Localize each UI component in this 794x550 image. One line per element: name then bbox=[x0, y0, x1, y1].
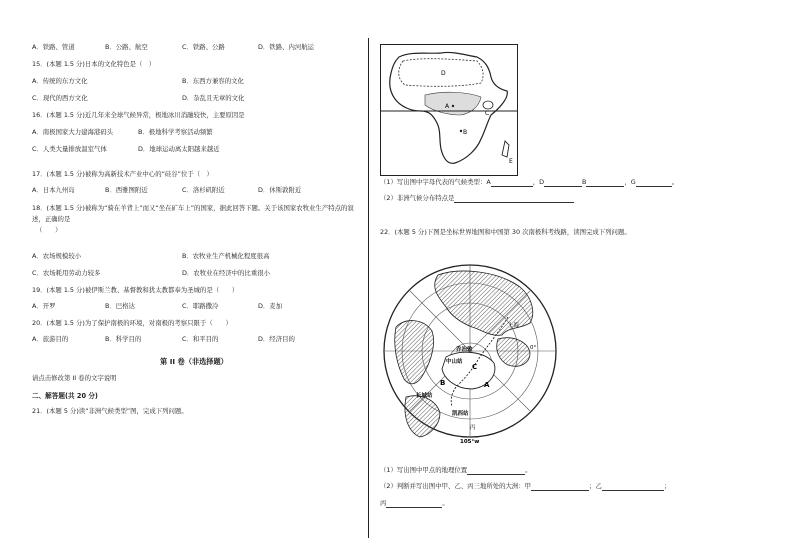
q21-part2 bbox=[380, 194, 574, 203]
q14-option-d: D．铁路、内河航运 bbox=[258, 43, 315, 51]
label-casey-station: 凯西站 bbox=[452, 411, 469, 417]
q22-part1-end: 。 bbox=[525, 466, 532, 474]
madagascar-island bbox=[502, 141, 509, 157]
q21-part1-d: ，D bbox=[532, 178, 544, 186]
q18-stem-b: 羊背上”而又“坐在矿车上”的国家，据此回答下题。关于该国家农牧业生产特点的叙述，正确的是 bbox=[32, 204, 354, 223]
blank-g[interactable] bbox=[636, 179, 672, 187]
q21-part1-end: 。 bbox=[671, 178, 679, 186]
q16-stem: 16．(本题 1.5 分)近几年来全球气候异常，极地冰川消融较快，主要原因是 bbox=[32, 111, 245, 119]
map-label-a: A bbox=[445, 103, 450, 110]
africa-map-svg bbox=[381, 45, 517, 175]
q16-option-a: A．南极国家大力建海港码头 bbox=[32, 128, 114, 136]
q15-option-d: D．杂乱且无章的文化 bbox=[182, 94, 245, 102]
q20-option-a: A．旅游目的 bbox=[32, 335, 69, 343]
label-great-wall-station: 长城站 bbox=[416, 393, 433, 399]
q15-stem: 15．(本题 1.5 分)日本的文化特色是（ ） bbox=[32, 60, 156, 68]
q17-option-c: C．洛杉矶附近 bbox=[182, 186, 225, 194]
map-point-b bbox=[460, 130, 462, 132]
q18-option-b: B．农牧业生产机械化程度很高 bbox=[182, 252, 270, 260]
label-b: B bbox=[440, 379, 446, 387]
q17-stem: 17．(本题 1.5 分)被称为高新技术产业中心的“硅谷”位于（ ） bbox=[32, 170, 213, 178]
blank-b[interactable] bbox=[586, 179, 624, 187]
q17-option-a: A．日本九州岛 bbox=[32, 186, 75, 194]
q15-option-c: C．现代的西方文化 bbox=[32, 94, 88, 102]
q19-option-d: D．麦加 bbox=[258, 302, 283, 310]
polar-map-svg bbox=[380, 247, 560, 455]
q18-option-a: A．农场规模较小 bbox=[32, 252, 82, 260]
q18-stem-text bbox=[32, 203, 362, 225]
label-0-degree: 0° bbox=[530, 345, 537, 351]
q22-part1 bbox=[380, 466, 532, 475]
q16-option-b: B．极地科学考察活动频繁 bbox=[138, 128, 213, 136]
q14-option-a: A．铁路、管道 bbox=[32, 43, 75, 51]
q22-part2 bbox=[380, 482, 670, 491]
q14-option-b: B．公路、航空 bbox=[105, 43, 148, 51]
q18-option-c: C．农场耗用劳动力较多 bbox=[32, 269, 101, 277]
polar-world-map bbox=[380, 247, 560, 455]
q17-option-b: B．西雅图附近 bbox=[105, 186, 148, 194]
blank-location[interactable] bbox=[467, 467, 525, 475]
section-note: 请点击修改第 II 卷的文字说明 bbox=[32, 374, 117, 382]
label-c: C bbox=[472, 363, 478, 371]
label-a: A bbox=[484, 381, 490, 389]
q18-stem bbox=[32, 203, 362, 236]
label-zhongshan-station: 中山站 bbox=[446, 359, 463, 365]
q19-option-a: A．开罗 bbox=[32, 302, 56, 310]
q15-option-b: B．东西方兼容的文化 bbox=[182, 77, 244, 85]
q22-part2-yi: ；乙 bbox=[589, 482, 602, 490]
q18-option-d: D．农牧业在经济中的比重很小 bbox=[182, 269, 270, 277]
q22-part2-text: （2）判断并写出图中甲、乙、丙三地所处的大洲：甲 bbox=[380, 482, 532, 490]
label-shanghai: 上海 bbox=[508, 323, 520, 329]
label-105w: 105°w bbox=[460, 439, 480, 445]
q22-stem: 22．(本题 5 分)下图是坐标世界地图和中国第 30 次南极科考线路，读图完成下列问题。 bbox=[380, 228, 631, 236]
q15-option-a: A．传统的东方文化 bbox=[32, 77, 88, 85]
map-label-d: D bbox=[441, 70, 446, 77]
q20-option-b: B．科学目的 bbox=[105, 335, 142, 343]
blank-bing[interactable] bbox=[386, 500, 442, 508]
q18-stem-bracket: （ ） bbox=[36, 226, 62, 234]
column-divider bbox=[368, 38, 369, 538]
map-label-b: B bbox=[463, 129, 468, 136]
q22-part3-text: 丙 bbox=[380, 499, 387, 507]
q21-part1-text: （1）写出图中字母代表的气候类型：A bbox=[380, 178, 491, 186]
blank-yi[interactable] bbox=[602, 483, 664, 491]
blank-a[interactable] bbox=[491, 179, 533, 187]
q16-option-d: D．地球运动离太阳越来越近 bbox=[138, 145, 220, 153]
label-bing: 丙 bbox=[470, 425, 476, 431]
q19-option-c: C．耶路撒冷 bbox=[182, 302, 219, 310]
q21-part1 bbox=[380, 178, 678, 187]
q20-option-c: C．和平目的 bbox=[182, 335, 219, 343]
map-label-c: C bbox=[485, 110, 490, 117]
map-label-e: E bbox=[509, 158, 513, 165]
africa-climate-map bbox=[380, 44, 518, 176]
label-georgetown: 乔治敦 bbox=[456, 347, 473, 353]
q22-part2-sep: ； bbox=[663, 482, 671, 490]
q21-part1-g: ，G bbox=[624, 178, 636, 186]
q22-part3-end: 。 bbox=[442, 499, 449, 507]
blank-distribution[interactable] bbox=[454, 195, 574, 203]
q18-stem-a: 18．(本题 1.5 分)被称为“骑在 bbox=[32, 204, 121, 212]
q21-stem: 21．(本题 5 分)读“非洲气候类型”图，完成下列问题。 bbox=[32, 407, 188, 415]
q17-option-d: D．休斯敦附近 bbox=[258, 186, 302, 194]
section-title: 第 II 卷（非选择题） bbox=[160, 357, 228, 366]
q21-part2-text: （2）非洲气候分布特点是 bbox=[380, 194, 455, 202]
q20-option-d: D．经济目的 bbox=[258, 335, 295, 343]
q22-part1-text: （1）写出图中甲点的地理位置 bbox=[380, 466, 468, 474]
q19-stem: 19．(本题 1.5 分)被伊斯兰教、基督教和犹太教都奉为圣城的是（ ） bbox=[32, 286, 239, 294]
map-point-a bbox=[452, 105, 454, 107]
blank-jia[interactable] bbox=[531, 483, 589, 491]
q16-option-c: C．人类大量排放温室气体 bbox=[32, 145, 107, 153]
q21-part1-b: B bbox=[582, 178, 587, 186]
part2-title: 二、解答题(共 20 分) bbox=[32, 392, 98, 400]
q19-option-b: B．巴格达 bbox=[105, 302, 135, 310]
q22-part3 bbox=[380, 499, 449, 508]
lake-region bbox=[483, 101, 493, 109]
q14-option-c: C．铁路、公路 bbox=[182, 43, 225, 51]
blank-d[interactable] bbox=[544, 179, 582, 187]
q20-stem: 20．(本题 1.5 分)为了保护南极的环境，对南极的考察只限于（ ） bbox=[32, 319, 232, 327]
